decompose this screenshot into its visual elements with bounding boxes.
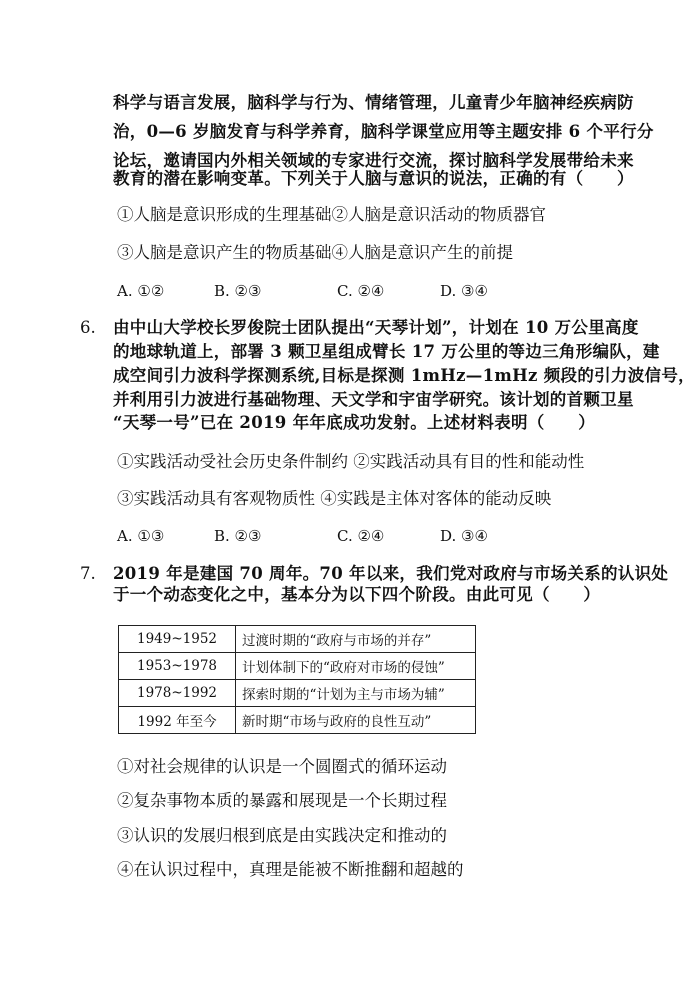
q6-stem-line: 的地球轨道上，部署 3 颗卫星组成臂长 17 万公里的等边三角形编队，建 bbox=[113, 342, 660, 361]
q5-stem-line: 治，0—6 岁脑发育与科学养育，脑科学课堂应用等主题安排 6 个平行分 bbox=[113, 122, 654, 141]
table-row bbox=[119, 626, 476, 653]
q7-statement: ④在认识过程中，真理是能被不断推翻和超越的 bbox=[117, 860, 464, 879]
description-cell: 新时期“市场与政府的良性互动” bbox=[236, 707, 476, 734]
q6-stem-line: 由中山大学校长罗俊院士团队提出“天琴计划”，计划在 10 万公里高度 bbox=[113, 318, 639, 337]
period-cell: 1953~1978 bbox=[119, 653, 236, 680]
q5-stem-line: 论坛，邀请国内外相关领域的专家进行交流，探讨脑科学发展带给未来 bbox=[113, 151, 634, 170]
table-row bbox=[119, 653, 476, 680]
choice-c[interactable]: C. ②④ bbox=[337, 282, 385, 300]
q6-stem-line: 并利用引力波进行基础物理、天文学和宇宙学研究。该计划的首颗卫星 bbox=[113, 390, 634, 409]
period-cell: 1992 年至今 bbox=[119, 707, 236, 734]
q5-statement: ③人脑是意识产生的物质基础④人脑是意识产生的前提 bbox=[117, 243, 513, 262]
choice-b[interactable]: B. ②③ bbox=[214, 282, 262, 300]
q6-statement: ①实践活动受社会历史条件制约 ②实践活动具有目的性和能动性 bbox=[117, 452, 585, 471]
description-cell: 探索时期的“计划为主与市场为辅” bbox=[236, 680, 476, 707]
q7-statement: ②复杂事物本质的暴露和展现是一个长期过程 bbox=[117, 791, 447, 810]
choice-a[interactable]: A. ①② bbox=[117, 282, 165, 300]
question-number: 6. bbox=[80, 318, 96, 337]
q7-stem-line: 于一个动态变化之中，基本分为以下四个阶段。由此可见（ ） bbox=[113, 585, 601, 604]
q5-stem-line: 教育的潜在影响变革。下列关于人脑与意识的说法，正确的有（ ） bbox=[113, 169, 634, 188]
period-cell: 1949~1952 bbox=[119, 626, 236, 653]
q6-stem-line: 成空间引力波科学探测系统,目标是探测 1mHz—1mHz 频段的引力波信号， bbox=[113, 366, 695, 385]
q6-statement: ③实践活动具有客观物质性 ④实践是主体对客体的能动反映 bbox=[117, 489, 552, 508]
question-number: 7. bbox=[80, 564, 96, 583]
q5-stem-line: 科学与语言发展，脑科学与行为、情绪管理，儿童青少年脑神经疾病防 bbox=[113, 93, 634, 112]
q7-statement: ①对社会规律的认识是一个圆圈式的循环运动 bbox=[117, 757, 447, 776]
q5-statement: ①人脑是意识形成的生理基础②人脑是意识活动的物质器官 bbox=[117, 205, 546, 224]
choice-d[interactable]: D. ③④ bbox=[440, 282, 488, 300]
description-cell: 过渡时期的“政府与市场的并存” bbox=[236, 626, 476, 653]
q7-stem-line: 2019 年是建国 70 周年。70 年以来，我们党对政府与市场关系的认识处 bbox=[113, 564, 669, 583]
choice-b[interactable]: B. ②③ bbox=[214, 527, 262, 545]
q6-stem-line: “天琴一号”已在 2019 年年底成功发射。上述材料表明（ ） bbox=[113, 413, 595, 432]
timeline-table bbox=[118, 625, 476, 734]
q7-statement: ③认识的发展归根到底是由实践决定和推动的 bbox=[117, 826, 447, 845]
choice-c[interactable]: C. ②④ bbox=[337, 527, 385, 545]
table-row bbox=[119, 707, 476, 734]
choice-d[interactable]: D. ③④ bbox=[440, 527, 488, 545]
period-cell: 1978~1992 bbox=[119, 680, 236, 707]
choice-a[interactable]: A. ①③ bbox=[117, 527, 165, 545]
description-cell: 计划体制下的“政府对市场的侵蚀” bbox=[236, 653, 476, 680]
table-row bbox=[119, 680, 476, 707]
